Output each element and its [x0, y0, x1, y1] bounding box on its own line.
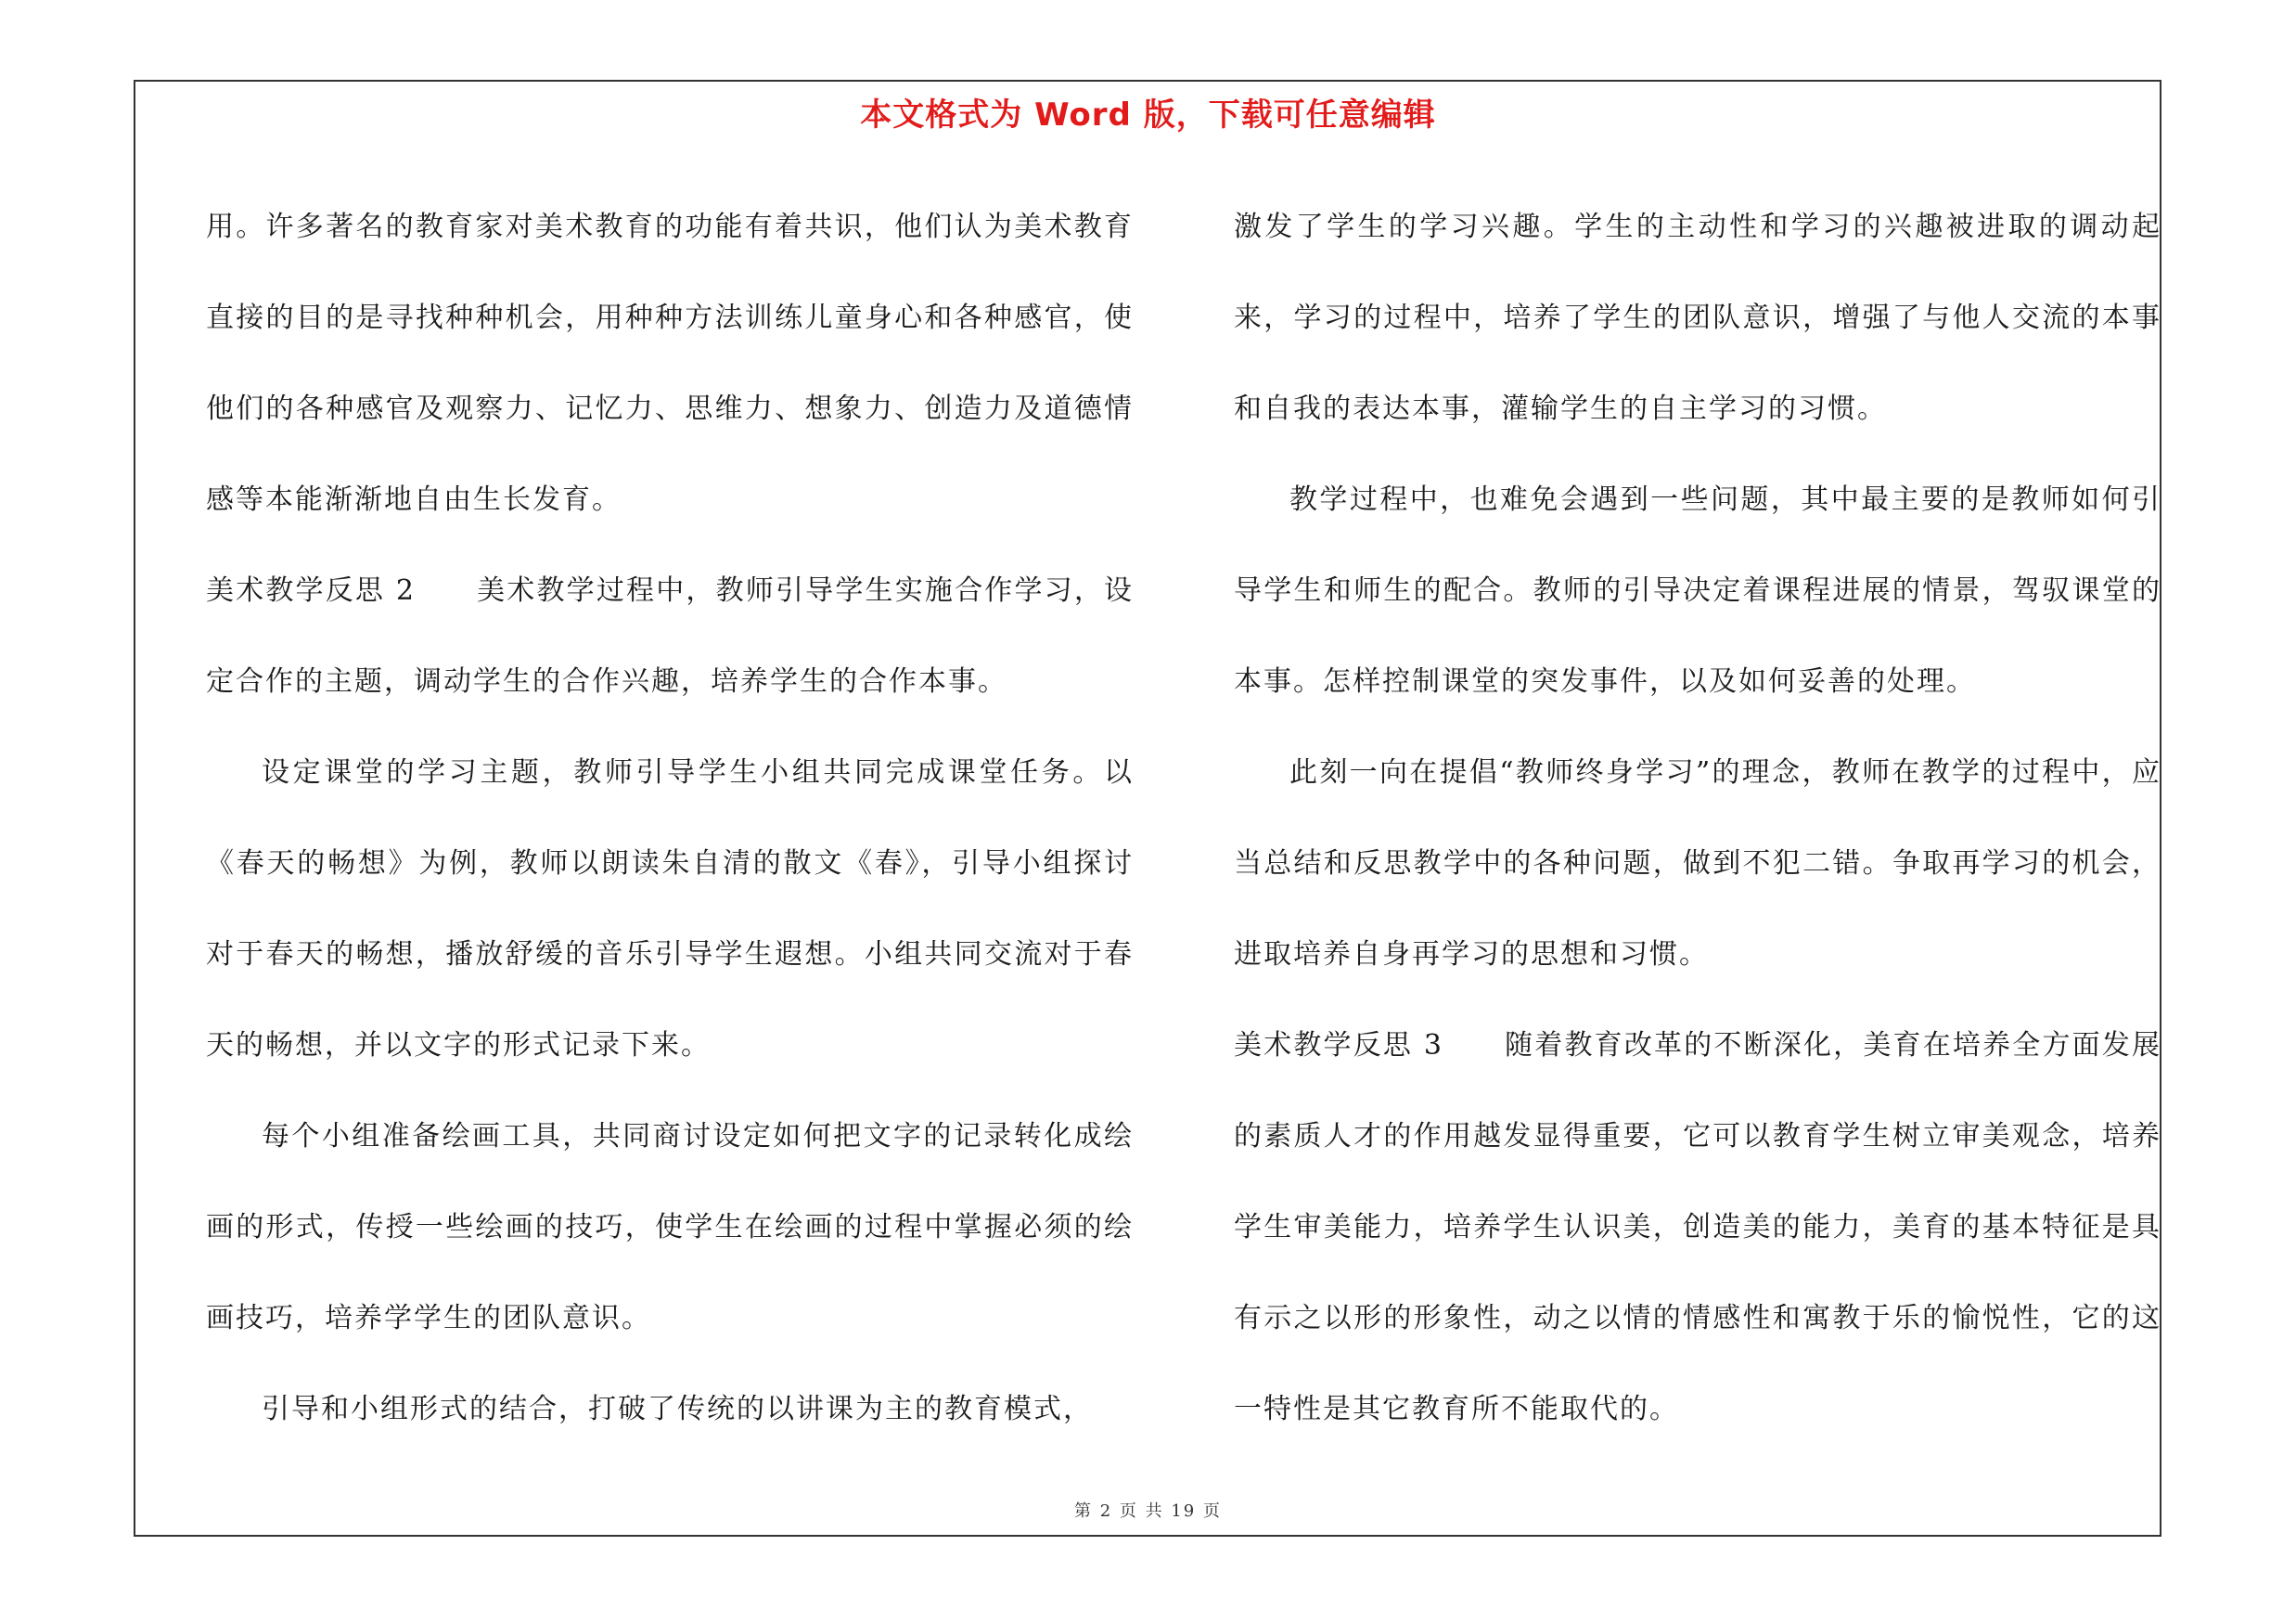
section-heading: 美术教学反思 2: [206, 574, 416, 607]
right-column: [1234, 182, 2161, 1455]
paragraph-text: 随着教育改革的不断深化，美育在培养全方面发展的素质人才的作用越发显得重要，它可以教育学生树立审美观念，培养学生审美能力，培养学生认识美，创造美的能力，美育的基本特征是具有示之以形的形象性，动之以情的情感性和寓教于乐的愉悦性，它的这一特性是其它教育所不能取代的。: [1234, 1029, 2161, 1425]
paragraph: 每个小组准备绘画工具，共同商讨设定如何把文字的记录转化成绘画的形式，传授一些绘画的技巧，使学生在绘画的过程中掌握必须的绘画技巧，培养学学生的团队意识。: [206, 1120, 1134, 1334]
paragraph: 引导和小组形式的结合，打破了传统的以讲课为主的教育模式，: [262, 1393, 1093, 1425]
section-paragraph: [206, 546, 1134, 728]
left-column: [206, 182, 1134, 1455]
section-heading: 美术教学反思 3: [1234, 1029, 1443, 1062]
paragraph: 用。许多著名的教育家对美术教育的功能有着共识，他们认为美术教育直接的目的是寻找种种机会，用种种方法训练儿童身心和各种感官，使他们的各种感官及观察力、记忆力、思维力、想象力、创造力及道德情感等本能渐渐地自由生长发育。: [206, 211, 1134, 516]
page-number: 第 2 页 共 19 页: [1074, 1501, 1222, 1521]
paragraph-text: 美术教学过程中，教师引导学生实施合作学习，设定合作的主题，调动学生的合作兴趣，培养学生的合作本事。: [206, 574, 1134, 698]
paragraph: 此刻一向在提倡“教师终身学习”的理念，教师在教学的过程中，应当总结和反思教学中的各种问题，做到不犯二错。争取再学习的机会，进取培养自身再学习的思想和习惯。: [1234, 756, 2161, 971]
paragraph: 激发了学生的学习兴趣。学生的主动性和学习的兴趣被进取的调动起来，学习的过程中，培养了学生的团队意识，增强了与他人交流的本事和自我的表达本事，灌输学生的自主学习的习惯。: [1234, 211, 2161, 425]
paragraph: 教学过程中，也难免会遇到一些问题，其中最主要的是教师如何引导学生和师生的配合。教师的引导决定着课程进展的情景，驾驭课堂的本事。怎样控制课堂的突发事件，以及如何妥善的处理。: [1234, 483, 2161, 698]
paragraph: 设定课堂的学习主题，教师引导学生小组共同完成课堂任务。以《春天的畅想》为例，教师以朗读朱自清的散文《春》，引导小组探讨对于春天的畅想，播放舒缓的音乐引导学生遐想。小组共同交流对于春天的畅想，并以文字的形式记录下来。: [206, 756, 1134, 1062]
format-banner: 本文格式为 Word 版，下载可任意编辑: [860, 97, 1436, 134]
section-paragraph: [1234, 1000, 2161, 1455]
